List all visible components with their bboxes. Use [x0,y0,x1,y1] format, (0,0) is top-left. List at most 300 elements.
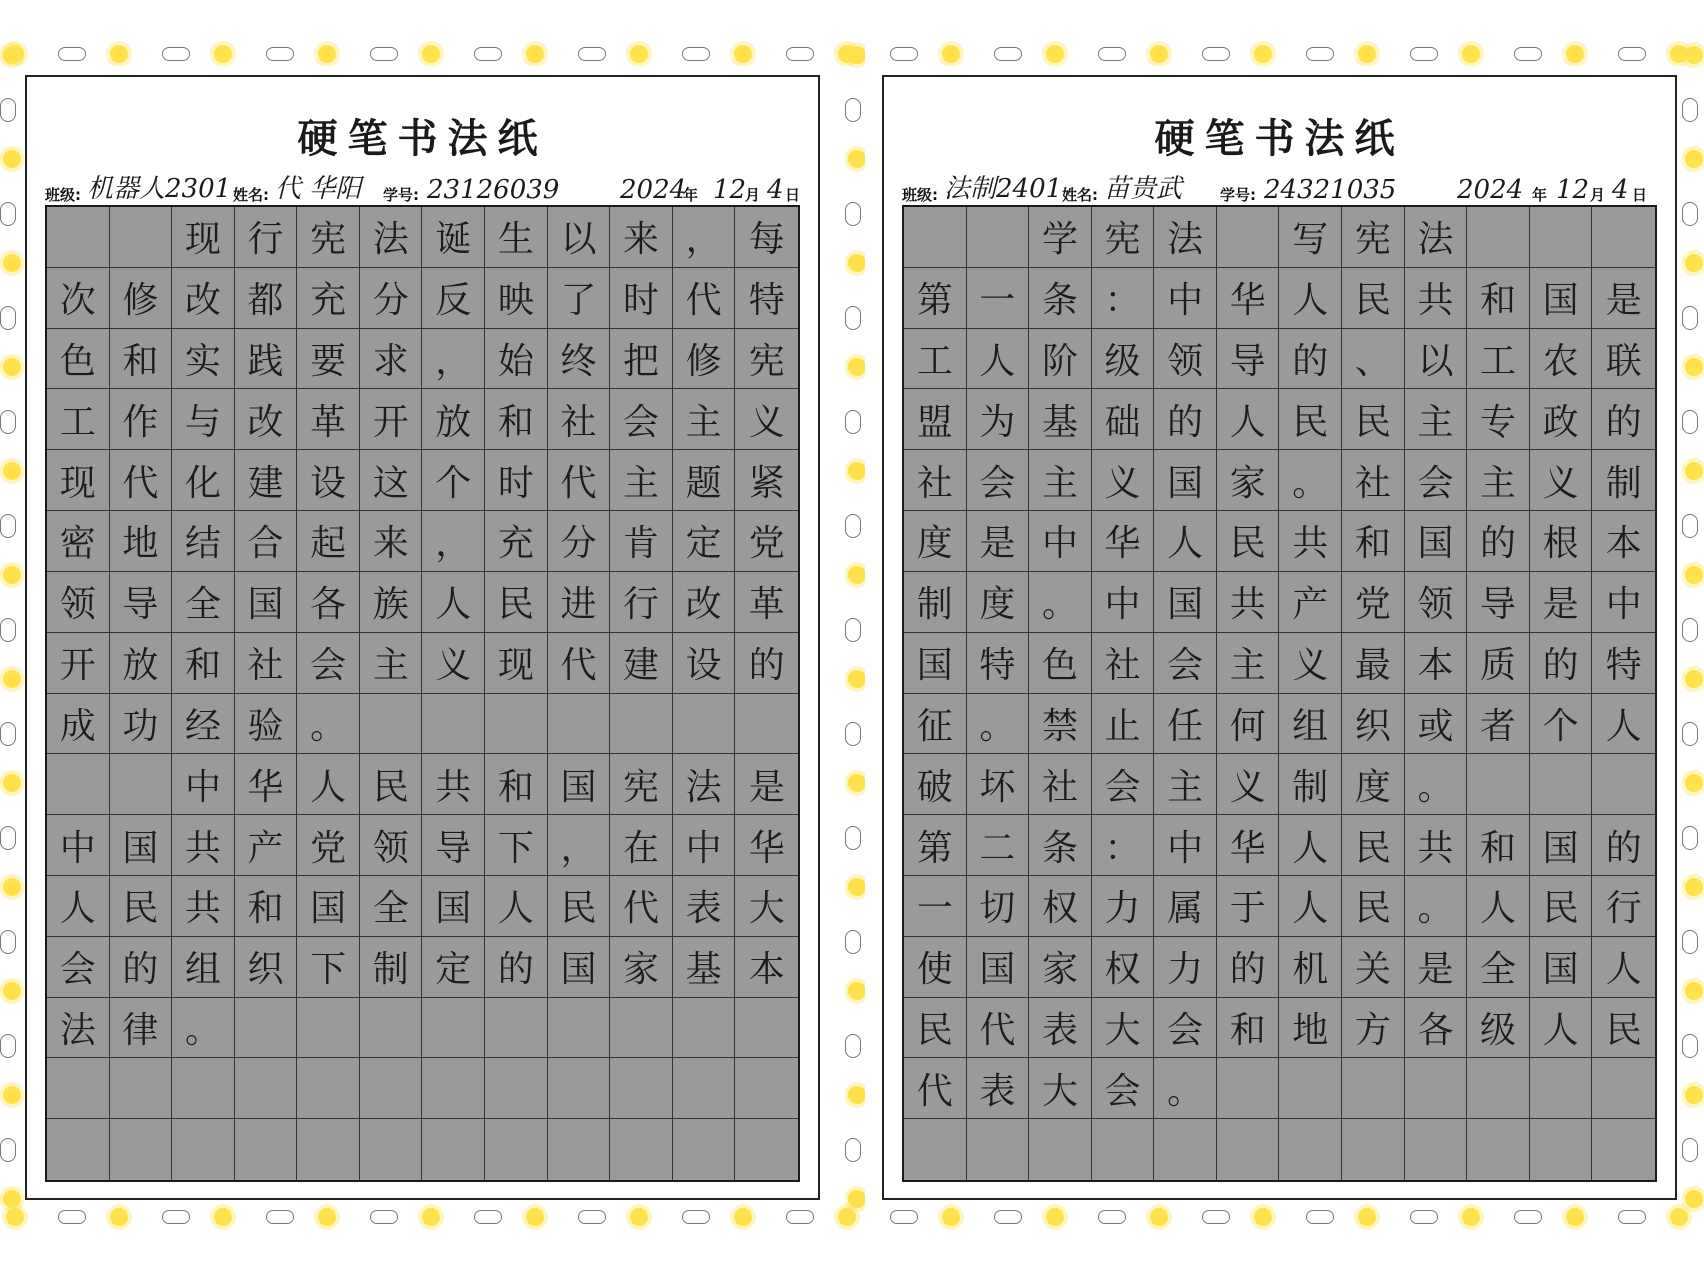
grid-cell: 在 [610,815,673,876]
date-year: 2024 [1457,175,1524,205]
grid-cell: 的 [485,937,548,998]
grid-cell: 义 [1217,754,1280,815]
grid-cell [297,998,360,1059]
grid-cell: 权 [1029,876,1092,937]
grid-cell: 国 [1154,572,1217,633]
grid-cell [1092,1119,1155,1180]
grid-cell: 宪 [297,207,360,268]
grid-cell: 是 [967,511,1030,572]
grid-cell: 建 [235,450,298,511]
sun-icon [1685,254,1703,272]
grid-cell: 。 [1154,1058,1217,1119]
grid-cell [1592,1058,1655,1119]
grid-cell: 和 [1217,998,1280,1059]
grid-cell [735,1058,798,1119]
grid-cell: 的 [110,937,173,998]
grid-cell: 大 [1092,998,1155,1059]
grid-cell [1405,1119,1468,1180]
cloud-icon [0,1138,16,1162]
grid-cell [1279,1119,1342,1180]
grid-cell [904,207,967,268]
grid-cell: 领 [1154,329,1217,390]
sun-icon [848,1190,865,1208]
grid-cell: 一 [967,268,1030,329]
grid-cell: 映 [485,268,548,329]
grid-cell [548,694,611,755]
cloud-icon [786,47,814,61]
grid-cell: 终 [548,329,611,390]
grid-cell: 工 [47,389,110,450]
name-value: 苗贵武 [1104,174,1183,204]
grid-cell: 下 [297,937,360,998]
date-year: 2024 [620,175,687,205]
sun-icon [848,150,865,168]
grid-cell: 条 [1029,815,1092,876]
grid-cell: 本 [735,937,798,998]
grid-cell: 制 [904,572,967,633]
grid-cell [297,1058,360,1119]
grid-cell [673,694,736,755]
grid-cell: 中 [1592,572,1655,633]
grid-cell: 会 [1154,998,1217,1059]
grid-cell [1530,1119,1593,1180]
grid-cell [485,1058,548,1119]
sun-icon [1685,774,1703,792]
grid-cell: 主 [673,389,736,450]
sheet-title: 硬笔书法纸 [1154,116,1405,162]
sun-icon [110,1208,128,1226]
grid-cell: 关 [1342,937,1405,998]
grid-cell [110,754,173,815]
grid-cell: 开 [360,389,423,450]
cloud-icon [0,722,16,746]
sun-icon [214,1208,232,1226]
grid-cell: 大 [735,876,798,937]
grid-cell: 或 [1405,694,1468,755]
grid-cell: 于 [1217,876,1280,937]
grid-cell: 各 [1405,998,1468,1059]
grid-cell [548,1058,611,1119]
grid-cell: 求 [360,329,423,390]
grid-cell: 充 [297,268,360,329]
grid-cell: 全 [172,572,235,633]
grid-cell: 行 [610,572,673,633]
sun-icon [1685,358,1703,376]
sun-icon [1254,45,1272,63]
grid-cell: 宪 [610,754,673,815]
grid-cell [360,1119,423,1180]
grid-cell [1530,1058,1593,1119]
grid-cell: 中 [172,754,235,815]
grid-cell: 导 [1217,329,1280,390]
grid-cell: 人 [1592,937,1655,998]
grid-cell: 反 [422,268,485,329]
grid-cell: 制 [360,937,423,998]
sun-icon [1358,1208,1376,1226]
sun-icon [1685,982,1703,1000]
grid-cell: 人 [1530,998,1593,1059]
grid-cell: 产 [1279,572,1342,633]
grid-cell: 人 [1279,815,1342,876]
sheet-title: 硬笔书法纸 [297,116,548,162]
cloud-icon [1618,47,1646,61]
grid-cell: 阶 [1029,329,1092,390]
grid-cell: 。 [967,694,1030,755]
cloud-icon [1682,1034,1698,1058]
grid-cell: 定 [422,937,485,998]
grid-cell: 的 [1154,389,1217,450]
sun-icon [3,150,21,168]
grid-cell: 验 [235,694,298,755]
cloud-icon [1306,47,1334,61]
cloud-icon [162,1210,190,1224]
sun-icon [422,1208,440,1226]
grid-cell: ， [422,511,485,572]
grid-cell: 修 [673,329,736,390]
grid-cell [1342,1119,1405,1180]
grid-cell: 基 [1029,389,1092,450]
grid-cell: 盟 [904,389,967,450]
grid-cell: 机 [1279,937,1342,998]
grid-cell: 下 [485,815,548,876]
cloud-icon [1202,1210,1230,1224]
grid-cell: 导 [1467,572,1530,633]
grid-cell: 紧 [735,450,798,511]
grid-cell: 是 [735,754,798,815]
grid-cell: 各 [297,572,360,633]
grid-cell: 肯 [610,511,673,572]
grid-cell: 和 [485,389,548,450]
grid-cell: 民 [1342,876,1405,937]
grid-cell: 义 [735,389,798,450]
grid-cell [1467,754,1530,815]
sun-icon [526,45,544,63]
grid-cell: 者 [1467,694,1530,755]
sun-icon [848,670,865,688]
grid-cell: 行 [235,207,298,268]
grid-cell: 主 [1029,450,1092,511]
cloud-icon [1682,410,1698,434]
sun-icon [848,774,865,792]
sun-icon [1150,45,1168,63]
grid-cell: 。 [297,694,360,755]
grid-cell: 农 [1530,329,1593,390]
grid-cell: 放 [422,389,485,450]
grid-cell [47,754,110,815]
grid-cell: 是 [1405,937,1468,998]
grid-cell: 中 [47,815,110,876]
grid-cell: 党 [1342,572,1405,633]
cloud-icon [370,1210,398,1224]
sun-icon [1685,670,1703,688]
grid-cell: 会 [967,450,1030,511]
grid-cell: 会 [297,633,360,694]
grid-cell [610,998,673,1059]
sun-icon [3,1086,21,1104]
cloud-icon [845,826,861,850]
grid-cell: 联 [1592,329,1655,390]
cloud-icon [474,47,502,61]
grid-cell: 主 [1467,450,1530,511]
grid-cell: 定 [673,511,736,572]
grid-cell: 华 [235,754,298,815]
cloud-icon [1618,1210,1646,1224]
cloud-icon [1410,47,1438,61]
grid-cell [47,1058,110,1119]
grid-cell: 人 [1279,876,1342,937]
grid-cell: 和 [172,633,235,694]
cloud-icon [578,47,606,61]
grid-cell [1592,754,1655,815]
grid-cell [360,694,423,755]
grid-cell: 中 [1154,268,1217,329]
left-decorative-border [0,40,24,1235]
grid-cell: 社 [1092,633,1155,694]
grid-cell: 民 [1592,998,1655,1059]
grid-cell: 制 [1279,754,1342,815]
grid-cell: 社 [548,389,611,450]
grid-cell: 领 [47,572,110,633]
grid-cell [1279,1058,1342,1119]
sun-icon [1046,45,1064,63]
grid-cell: 改 [235,389,298,450]
grid-cell: 生 [485,207,548,268]
grid-cell: 实 [172,329,235,390]
grid-cell [172,1119,235,1180]
student-id-label: 学号: [383,186,419,204]
cloud-icon [162,47,190,61]
grid-cell: 次 [47,268,110,329]
grid-cell: 代 [967,998,1030,1059]
grid-cell [904,1119,967,1180]
grid-cell: 国 [967,937,1030,998]
cloud-icon [1682,1138,1698,1162]
sun-icon [3,462,21,480]
grid-cell: 和 [235,876,298,937]
sun-icon [734,1208,752,1226]
cloud-icon [474,1210,502,1224]
grid-cell: 是 [1530,572,1593,633]
sun-icon [3,566,21,584]
grid-cell: 开 [47,633,110,694]
grid-cell: 使 [904,937,967,998]
name-label: 姓名: [233,186,269,204]
grid-cell: 的 [1279,329,1342,390]
grid-cell: 会 [1405,450,1468,511]
grid-cell: 诞 [422,207,485,268]
grid-cell: 地 [110,511,173,572]
date-day: 4 [1612,175,1629,205]
grid-cell: 民 [1530,876,1593,937]
grid-cell: 行 [1592,876,1655,937]
grid-cell: 代 [548,633,611,694]
cloud-icon [890,47,918,61]
grid-cell: 进 [548,572,611,633]
grid-cell: 华 [735,815,798,876]
grid-cell: 共 [172,815,235,876]
grid-cell: ： [1092,268,1155,329]
name-value: 代 华阳 [275,174,362,204]
grid-cell: 会 [610,389,673,450]
grid-cell: 设 [673,633,736,694]
grid-cell: 国 [904,633,967,694]
grid-cell: 分 [548,511,611,572]
grid-cell [1467,207,1530,268]
grid-cell: 民 [485,572,548,633]
grid-cell: 人 [967,329,1030,390]
grid-cell [360,998,423,1059]
grid-cell: 学 [1029,207,1092,268]
cloud-icon [845,722,861,746]
cloud-icon [1098,1210,1126,1224]
grid-cell [735,1119,798,1180]
grid-cell: 民 [1342,389,1405,450]
grid-cell: 专 [1467,389,1530,450]
grid-cell [422,1119,485,1180]
sun-icon [3,1190,21,1208]
sun-icon [942,1208,960,1226]
cloud-icon [1682,618,1698,642]
sun-icon [110,45,128,63]
calligraphy-sheet-right [882,75,1677,1200]
sun-icon [1685,878,1703,896]
grid-cell: 放 [110,633,173,694]
grid-cell [485,694,548,755]
grid-cell: 义 [1530,450,1593,511]
grid-cell: 族 [360,572,423,633]
sun-icon [848,254,865,272]
grid-cell: 条 [1029,268,1092,329]
grid-cell: 律 [110,998,173,1059]
grid-cell: 中 [1154,815,1217,876]
writing-grid [902,205,1657,1182]
grid-cell: 个 [422,450,485,511]
grid-cell: 民 [548,876,611,937]
grid-cell [1154,1119,1217,1180]
grid-cell: 的 [735,633,798,694]
grid-cell: 。 [1279,450,1342,511]
sun-icon [3,670,21,688]
cloud-icon [1306,1210,1334,1224]
grid-cell [110,1119,173,1180]
date-month: 12 [713,175,747,205]
grid-cell: 国 [1154,450,1217,511]
grid-cell [172,1058,235,1119]
grid-cell [1530,207,1593,268]
grid-cell [297,1119,360,1180]
grid-cell: 主 [1154,754,1217,815]
grid-cell: 代 [110,450,173,511]
student-info-row [902,169,1657,209]
cloud-icon [786,1210,814,1224]
grid-cell [1217,207,1280,268]
grid-cell: 修 [110,268,173,329]
grid-cell: 都 [235,268,298,329]
grid-cell: ： [1092,815,1155,876]
grid-cell: 化 [172,450,235,511]
cloud-icon [1682,306,1698,330]
sun-icon [1462,1208,1480,1226]
grid-cell: 法 [47,998,110,1059]
cloud-icon [845,1138,861,1162]
grid-cell [235,1119,298,1180]
student-id-label: 学号: [1220,186,1256,204]
grid-cell: 根 [1530,511,1593,572]
cloud-icon [845,98,861,122]
grid-cell: 人 [422,572,485,633]
grid-cell [485,1119,548,1180]
grid-cell: 这 [360,450,423,511]
grid-cell [673,1058,736,1119]
grid-cell [1405,1058,1468,1119]
grid-cell: 共 [1405,268,1468,329]
grid-cell: 密 [47,511,110,572]
grid-cell: 代 [610,876,673,937]
middle-decorative-border [845,40,865,1235]
sun-icon [526,1208,544,1226]
sun-icon [1685,566,1703,584]
grid-cell: 题 [673,450,736,511]
grid-cell: 民 [1279,389,1342,450]
grid-cell: 代 [904,1058,967,1119]
grid-cell: 经 [172,694,235,755]
grid-cell: 义 [1092,450,1155,511]
grid-cell: 社 [1029,754,1092,815]
grid-cell: 社 [235,633,298,694]
grid-cell [548,1119,611,1180]
grid-cell: 织 [235,937,298,998]
grid-cell [1467,1058,1530,1119]
grid-cell: 民 [904,998,967,1059]
right-decorative-border [1682,40,1704,1235]
grid-cell: 国 [235,572,298,633]
sun-icon [3,358,21,376]
student-id-value: 24321035 [1264,175,1397,205]
grid-cell: 和 [485,754,548,815]
grid-cell: 会 [47,937,110,998]
grid-cell: 民 [1342,268,1405,329]
sun-icon [1566,45,1584,63]
grid-cell: 制 [1592,450,1655,511]
grid-cell: 第 [904,268,967,329]
cloud-icon [1682,930,1698,954]
cloud-icon [682,47,710,61]
cloud-icon [845,306,861,330]
grid-cell: 的 [1530,633,1593,694]
grid-cell: 方 [1342,998,1405,1059]
month-label: 月 [745,186,761,204]
grid-cell: 家 [1217,450,1280,511]
sun-icon [318,1208,336,1226]
grid-cell: 会 [1092,1058,1155,1119]
grid-cell: 国 [1530,937,1593,998]
grid-cell: 代 [548,450,611,511]
grid-cell: 、 [1342,329,1405,390]
grid-cell: 社 [1342,450,1405,511]
cloud-icon [1682,98,1698,122]
name-label: 姓名: [1062,186,1098,204]
grid-cell: 代 [673,268,736,329]
grid-cell: 第 [904,815,967,876]
cloud-icon [1202,47,1230,61]
grid-cell: 中 [673,815,736,876]
grid-cell: 人 [297,754,360,815]
sun-icon [848,1086,865,1104]
grid-cell: 质 [1467,633,1530,694]
cloud-icon [266,1210,294,1224]
sun-icon [1462,45,1480,63]
sun-icon [1685,1190,1703,1208]
